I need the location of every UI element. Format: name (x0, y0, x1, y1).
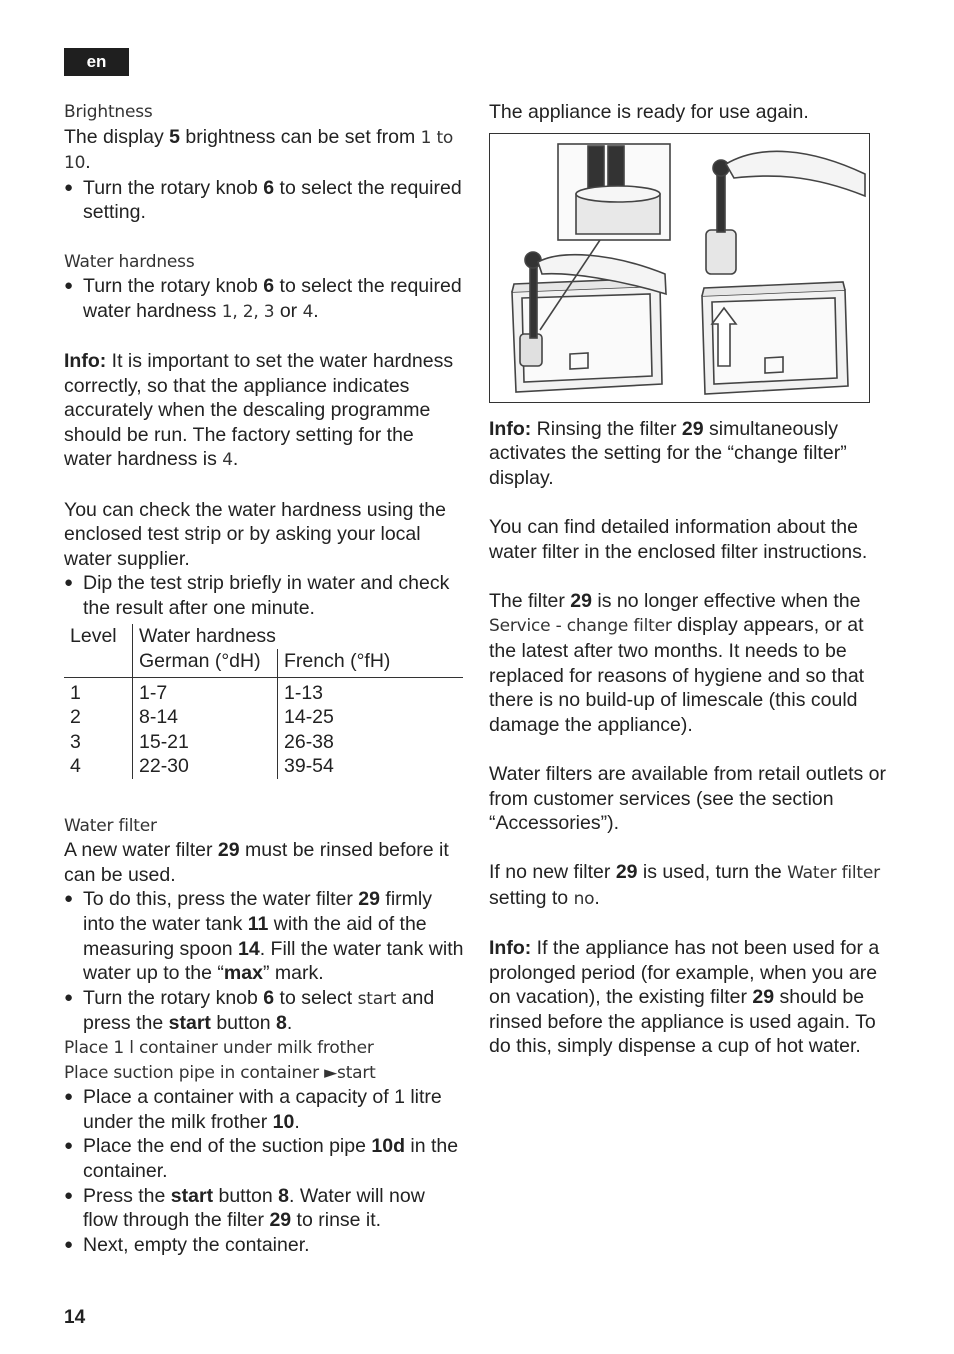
list-item: ● To do this, press the water filter 29 firmly into the water tank 11 with the aid of the measuring spoon 14. Fill the water tank with water up to the “max” mark. (64, 887, 464, 985)
info-unused-paragraph: Info: If the appliance has not been used for a prolonged period (for example, when you are on vacation), the existing filter 29 should be rinsed before the appliance is used again. To do this, simply dispense a cup of hot water. (489, 937, 880, 1058)
list-item: ● Place the end of the suction pipe 10d in the container. (64, 1134, 464, 1183)
header-water-hardness: Water hardness (133, 624, 464, 649)
water-hardness-table (64, 624, 463, 779)
header-french: French (°fH) (278, 649, 464, 677)
filter-paragraph: A new water filter 29 must be rinsed before it can be used. (64, 839, 449, 886)
list-item: ● Next, empty the container. (64, 1233, 464, 1258)
info-paragraph: Info: It is important to set the water hardness correctly, so that the appliance indicates accurately when the descaling programme should be run. The factory setting for the water hardness is 4. (64, 349, 454, 471)
table-subheader-row (64, 649, 463, 677)
list-item: ● Turn the rotary knob 6 to select the required water hardness 1, 2, 3 or 4. (64, 274, 464, 324)
list-item: ● Turn the rotary knob 6 to select start and press the start button 8. (64, 986, 464, 1036)
available-paragraph: Water filters are available from retail outlets or from customer services (see the section “Accessories”). (489, 762, 887, 835)
left-column (64, 100, 464, 1257)
brightness-steps (64, 176, 464, 225)
page-number: 14 (64, 1307, 86, 1328)
table-row: 3 15-21 26-38 (64, 730, 463, 755)
brightness-paragraph: The display 5 brightness can be set from 1 to 10. (64, 125, 454, 174)
ready-text: The appliance is ready for use again. (489, 101, 809, 123)
list-item: ● Dip the test strip briefly in water and check the result after one minute. (64, 571, 464, 620)
no-new-filter-paragraph: If no new filter 29 is used, turn the Water filter setting to no. (489, 861, 880, 909)
table-row: 2 8-14 14-25 (64, 705, 463, 730)
table-row: 1 1-7 1-13 (64, 677, 463, 705)
table-row: 4 22-30 39-54 (64, 754, 463, 779)
header-german: German (°dH) (133, 649, 278, 677)
list-item: ● Place a container with a capacity of 1 litre under the milk frother 10. (64, 1085, 464, 1134)
effective-paragraph: The filter 29 is no longer effective when the Service - change filter display appears, or at the latest after two months. It needs to be replaced for reasons of hygiene and so that there is no build-up of limescale (this could damage the appliance). (489, 589, 865, 736)
rinse-steps (64, 1085, 464, 1257)
filter-insertion-illustration-svg (490, 134, 869, 402)
right-column (489, 100, 889, 1059)
check-paragraph: You can check the water hardness using the enclosed test strip or by asking your local water supplier. (64, 498, 446, 570)
filter-insertion-illustration (489, 133, 870, 403)
table-header-row (64, 624, 463, 649)
list-item: ● Turn the rotary knob 6 to select the required setting. (64, 176, 464, 225)
check-steps (64, 571, 464, 620)
info-rinse-paragraph: Info: Rinsing the filter 29 simultaneously activates the setting for the “change filter” display. (489, 417, 847, 489)
display-text-line-1: Place 1 l container under milk frother (64, 1037, 374, 1058)
water-filter-heading: Water filter (64, 815, 157, 836)
filter-steps (64, 887, 464, 1036)
water-hardness-heading: Water hardness (64, 251, 195, 272)
brightness-heading: Brightness (64, 102, 153, 122)
header-level: Level (70, 625, 117, 648)
list-item: ● Press the start button 8. Water will now flow through the filter 29 to rinse it. (64, 1184, 464, 1233)
display-text-line-2: Place suction pipe in container ►start (64, 1062, 376, 1083)
hardness-steps (64, 274, 464, 324)
language-badge: en (64, 48, 129, 76)
detail-paragraph: You can find detailed information about the water filter in the enclosed filter instructions. (489, 515, 868, 563)
